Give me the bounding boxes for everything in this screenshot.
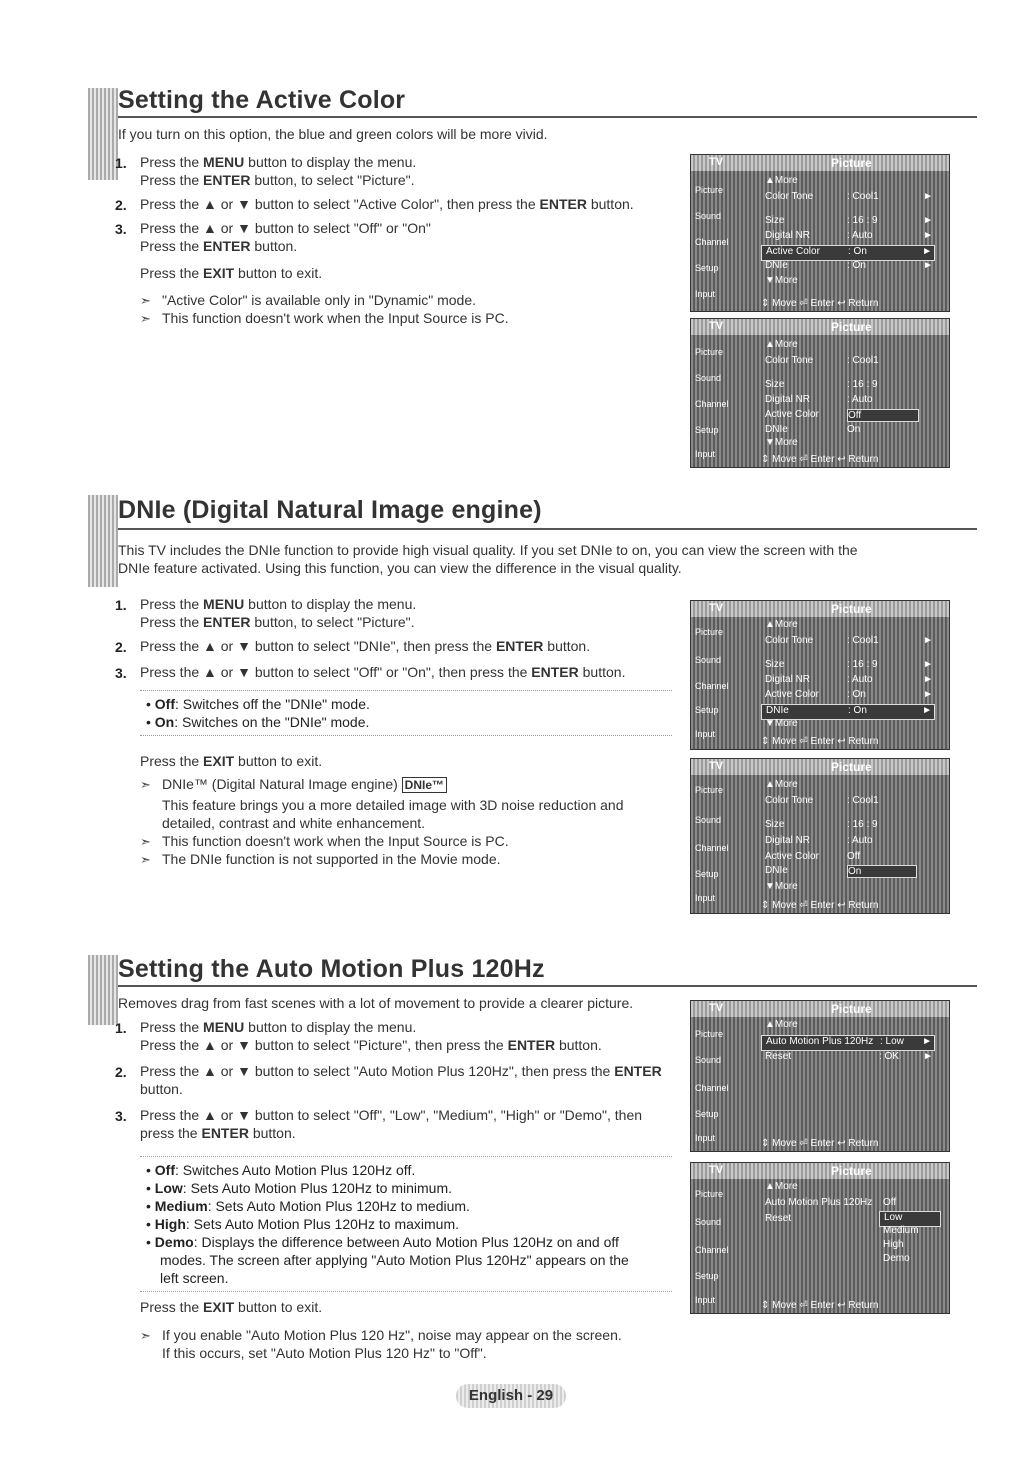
option-continuation: left screen. — [160, 1270, 229, 1286]
note-body: This feature brings you a more detailed image with 3D noise reduction and — [162, 797, 624, 813]
osd-item: Size — [765, 215, 785, 226]
options-box — [140, 690, 672, 736]
step-number: 1. — [115, 597, 127, 613]
osd-tv-label: TV — [709, 1164, 724, 1176]
osd-item: Color Tone — [765, 355, 814, 366]
osd-title: Picture — [831, 320, 872, 334]
osd-side: Input — [695, 1133, 716, 1143]
osd-item: Active Color — [766, 246, 820, 257]
note-body: detailed, contrast and white enhancement. — [162, 815, 426, 831]
step-line: Press the ▲ or ▼ button to select "Auto Motion Plus 120Hz", then press the ENTER — [140, 1063, 662, 1079]
osd-title: Picture — [831, 760, 872, 774]
section-bar — [88, 495, 118, 587]
osd-title: Picture — [831, 156, 872, 170]
osd-item: Auto Motion Plus 120Hz — [765, 1197, 873, 1208]
osd-option: Low — [884, 1212, 903, 1223]
osd-more: ▼More — [765, 881, 798, 892]
section-bar — [88, 955, 118, 1025]
osd-side: Picture — [695, 347, 724, 357]
section-intro: If you turn on this option, the blue and green colors will be more vivid. — [118, 126, 548, 142]
step-line: button. — [140, 1081, 183, 1097]
exit-line: Press the EXIT button to exit. — [140, 753, 323, 769]
step-line: Press the ▲ or ▼ button to select "Off" or "On" — [140, 220, 431, 236]
section-title: Setting the Auto Motion Plus 120Hz — [118, 955, 545, 983]
note: ➣ If you enable "Auto Motion Plus 120 Hz", noise may appear on the screen. — [140, 1327, 622, 1343]
osd-item: Digital NR — [765, 674, 811, 685]
section-rule — [118, 528, 977, 530]
osd-item: Color Tone — [765, 795, 814, 806]
osd-side: Sound — [695, 211, 722, 221]
osd-bottom-hint: ⇕ Move ⏎ Enter ↩ Return — [761, 736, 879, 747]
note-arrow-icon: ➣ — [140, 311, 151, 326]
osd-tv-label: TV — [709, 156, 724, 168]
osd-side: Channel — [695, 399, 729, 409]
osd-bottom-hint: ⇕ Move ⏎ Enter ↩ Return — [761, 1138, 879, 1149]
note-arrow-icon: ➣ — [140, 777, 151, 792]
section-intro: DNIe feature activated. Using this function, you can view the difference in the visual quality. — [118, 560, 682, 576]
osd-more: ▼More — [765, 275, 798, 286]
note-arrow-icon: ➣ — [140, 293, 151, 308]
step-line: Press the ENTER button. — [140, 238, 298, 254]
osd-item: DNIe — [765, 260, 788, 271]
step-line: Press the ▲ or ▼ button to select "Active Color", then press the ENTER button. — [140, 196, 634, 212]
page-number-badge: English - 29 — [456, 1384, 566, 1408]
osd-tv-label: TV — [709, 320, 724, 332]
osd-screen: TV Picture Picture Sound Channel Setup Input ▲More Color Tone : Cool1 ► Size : 16 : 9 ► Digital NR : Auto ► Active Color : On ► DNIe : On ► ▼More ⇕ Move ⏎ Enter ↩ Return — [690, 600, 950, 750]
note-arrow-icon: ➣ — [140, 1328, 151, 1343]
osd-title: Picture — [831, 1002, 872, 1016]
section-rule — [118, 116, 977, 118]
osd-side: Input — [695, 729, 716, 739]
osd-bottom-hint: ⇕ Move ⏎ Enter ↩ Return — [761, 298, 879, 309]
osd-item: Digital NR — [765, 835, 811, 846]
osd-tv-label: TV — [709, 760, 724, 772]
step-number: 1. — [115, 155, 127, 171]
osd-side: Setup — [695, 705, 719, 715]
section-title: Setting the Active Color — [118, 86, 406, 114]
osd-side: Picture — [695, 785, 724, 795]
osd-value: : Cool1 — [847, 635, 879, 646]
note-body: If this occurs, set "Auto Motion Plus 120 Hz" to "Off". — [162, 1345, 487, 1361]
osd-side: Picture — [695, 1029, 724, 1039]
osd-value: : Auto — [847, 230, 873, 241]
osd-more: ▲More — [765, 339, 798, 350]
osd-item: Size — [765, 379, 785, 390]
osd-side: Setup — [695, 263, 719, 273]
osd-value: : Cool1 — [847, 795, 879, 806]
osd-side: Channel — [695, 1083, 729, 1093]
osd-value: : Cool1 — [847, 191, 879, 202]
section-rule — [118, 985, 977, 987]
osd-side: Sound — [695, 815, 722, 825]
osd-option: On — [847, 424, 861, 435]
osd-item: Active Color — [765, 689, 819, 700]
osd-option: Demo — [883, 1253, 910, 1264]
step-number: 3. — [115, 1108, 127, 1124]
osd-option: Off — [847, 851, 861, 862]
osd-side: Channel — [695, 1245, 729, 1255]
osd-tv-label: TV — [709, 1002, 724, 1014]
step-line: Press the ▲ or ▼ button to select "Off" or "On", then press the ENTER button. — [140, 664, 626, 680]
osd-side: Input — [695, 289, 716, 299]
osd-value: : 16 : 9 — [847, 379, 878, 390]
osd-side: Setup — [695, 425, 719, 435]
osd-screen — [690, 318, 950, 468]
option-item: • Demo: Displays the difference between Auto Motion Plus 120Hz on and off — [146, 1234, 619, 1250]
osd-value: : On — [848, 246, 867, 257]
exit-line: Press the EXIT button to exit. — [140, 1299, 323, 1315]
osd-side: Picture — [695, 627, 724, 637]
dnie-badge: DNIe™ — [402, 777, 447, 793]
step-line: Press the ▲ or ▼ button to select "DNIe", then press the ENTER button. — [140, 638, 591, 654]
osd-side: Sound — [695, 1217, 722, 1227]
step-line: Press the MENU button to display the menu. — [140, 154, 417, 170]
osd-option: Off — [847, 409, 919, 422]
osd-item: Color Tone — [765, 191, 814, 202]
note: ➣ This function doesn't work when the Input Source is PC. — [140, 833, 509, 849]
option-item: • Medium: Sets Auto Motion Plus 120Hz to medium. — [146, 1198, 470, 1214]
note-arrow-icon: ➣ — [140, 834, 151, 849]
osd-value: : On — [847, 260, 866, 271]
osd-value: : 16 : 9 — [847, 215, 878, 226]
section-title: DNIe (Digital Natural Image engine) — [118, 496, 542, 524]
osd-screen: TV Picture Picture Sound Channel Setup Input ▲More Auto Motion Plus 120Hz : Low ► Reset : OK ► ⇕ Move ⏎ Enter ↩ Return — [690, 1000, 950, 1152]
step-number: 2. — [115, 197, 127, 213]
osd-side: Setup — [695, 1271, 719, 1281]
step-number: 3. — [115, 665, 127, 681]
osd-more: ▼More — [765, 718, 798, 729]
osd-side: Input — [695, 893, 716, 903]
osd-tv-label: TV — [709, 602, 724, 614]
osd-option: On — [847, 865, 917, 878]
osd-more: ▲More — [765, 779, 798, 790]
osd-side: Input — [695, 1295, 716, 1305]
osd-value: : On — [848, 705, 867, 716]
osd-item: Auto Motion Plus 120Hz — [766, 1036, 874, 1047]
osd-item: Reset — [765, 1213, 792, 1224]
osd-item: Digital NR — [765, 394, 811, 405]
osd-value: : Cool1 — [847, 355, 879, 366]
osd-more: ▲More — [765, 1181, 798, 1192]
step-line: Press the MENU button to display the menu. — [140, 1019, 417, 1035]
osd-value: : Auto — [847, 394, 873, 405]
step-line: Press the ▲ or ▼ button to select "Picture", then press the ENTER button. — [140, 1037, 602, 1053]
options-box — [140, 1156, 672, 1292]
osd-screen — [690, 1162, 950, 1314]
osd-item: Size — [765, 659, 785, 670]
osd-value: : Auto — [847, 674, 873, 685]
osd-option: High — [883, 1239, 904, 1250]
osd-item: DNIe — [765, 865, 788, 876]
osd-value: : OK — [879, 1051, 900, 1062]
osd-value: : 16 : 9 — [847, 819, 878, 830]
osd-bottom-hint: ⇕ Move ⏎ Enter ↩ Return — [761, 1300, 879, 1311]
osd-option: Off — [883, 1197, 897, 1208]
osd-item: Active Color — [765, 409, 819, 420]
note-arrow-icon: ➣ — [140, 852, 151, 867]
exit-line: Press the EXIT button to exit. — [140, 265, 323, 281]
step-number: 2. — [115, 639, 127, 655]
osd-item: Color Tone — [765, 635, 814, 646]
note: ➣ The DNIe function is not supported in the Movie mode. — [140, 851, 501, 867]
osd-value: : 16 : 9 — [847, 659, 878, 670]
osd-bottom-hint: ⇕ Move ⏎ Enter ↩ Return — [761, 900, 879, 911]
osd-more: ▲More — [765, 175, 798, 186]
option-item: • Off: Switches off the "DNIe" mode. — [146, 696, 370, 712]
osd-side: Sound — [695, 373, 722, 383]
osd-side: Sound — [695, 655, 722, 665]
step-number: 1. — [115, 1020, 127, 1036]
osd-more: ▲More — [765, 1019, 798, 1030]
osd-screen — [690, 758, 950, 914]
osd-side: Input — [695, 449, 716, 459]
osd-bottom-hint: ⇕ Move ⏎ Enter ↩ Return — [761, 454, 879, 465]
osd-title: Picture — [831, 1164, 872, 1178]
step-line: Press the ENTER button, to select "Picture". — [140, 172, 415, 188]
osd-side: Channel — [695, 237, 729, 247]
note: ➣ This function doesn't work when the Input Source is PC. — [140, 310, 509, 326]
osd-value: : On — [847, 689, 866, 700]
option-continuation: modes. The screen after applying "Auto Motion Plus 120Hz" appears on the — [160, 1252, 629, 1268]
option-item: • Low: Sets Auto Motion Plus 120Hz to minimum. — [146, 1180, 453, 1196]
step-number: 3. — [115, 221, 127, 237]
osd-more: ▼More — [765, 437, 798, 448]
osd-option: Medium — [883, 1225, 919, 1236]
osd-item: Digital NR — [765, 230, 811, 241]
option-item: • On: Switches on the "DNIe" mode. — [146, 714, 370, 730]
osd-side: Sound — [695, 1055, 722, 1065]
osd-item: Active Color — [765, 851, 819, 862]
osd-side: Setup — [695, 869, 719, 879]
option-item: • High: Sets Auto Motion Plus 120Hz to maximum. — [146, 1216, 460, 1232]
step-line: Press the ENTER button, to select "Picture". — [140, 614, 415, 630]
osd-side: Channel — [695, 681, 729, 691]
osd-more: ▲More — [765, 619, 798, 630]
osd-value: : Auto — [847, 835, 873, 846]
step-number: 2. — [115, 1064, 127, 1080]
osd-side: Setup — [695, 1109, 719, 1119]
step-line: Press the MENU button to display the menu. — [140, 596, 417, 612]
osd-item: DNIe — [766, 705, 789, 716]
osd-side: Picture — [695, 185, 724, 195]
step-line: press the ENTER button. — [140, 1125, 296, 1141]
option-item: • Off: Switches Auto Motion Plus 120Hz off. — [146, 1162, 416, 1178]
note: ➣ "Active Color" is available only in "Dynamic" mode. — [140, 292, 477, 308]
osd-item: Size — [765, 819, 785, 830]
step-line: Press the ▲ or ▼ button to select "Off", "Low", "Medium", "High" or "Demo", then — [140, 1107, 643, 1123]
osd-side: Channel — [695, 843, 729, 853]
osd-value: : Low — [880, 1036, 904, 1047]
section-intro: This TV includes the DNIe function to provide high visual quality. If you set DNIe to on, you can view the screen with the — [118, 542, 858, 558]
osd-item: Reset — [765, 1051, 792, 1062]
note: ➣ DNIe™ (Digital Natural Image engine) DNIe™ — [140, 775, 447, 794]
osd-side: Picture — [695, 1189, 724, 1199]
osd-screen: TV Picture Picture Sound Channel Setup Input ▲More Color Tone : Cool1 ► Size : 16 : 9 ► Digital NR : Auto ► Active Color : On ► DNIe : On ► ▼More ⇕ Move ⏎ Enter ↩ Return — [690, 154, 950, 312]
osd-title: Picture — [831, 602, 872, 616]
section-intro: Removes drag from fast scenes with a lot of movement to provide a clearer picture. — [118, 995, 634, 1011]
section-bar — [88, 88, 118, 180]
osd-item: DNIe — [765, 424, 788, 435]
